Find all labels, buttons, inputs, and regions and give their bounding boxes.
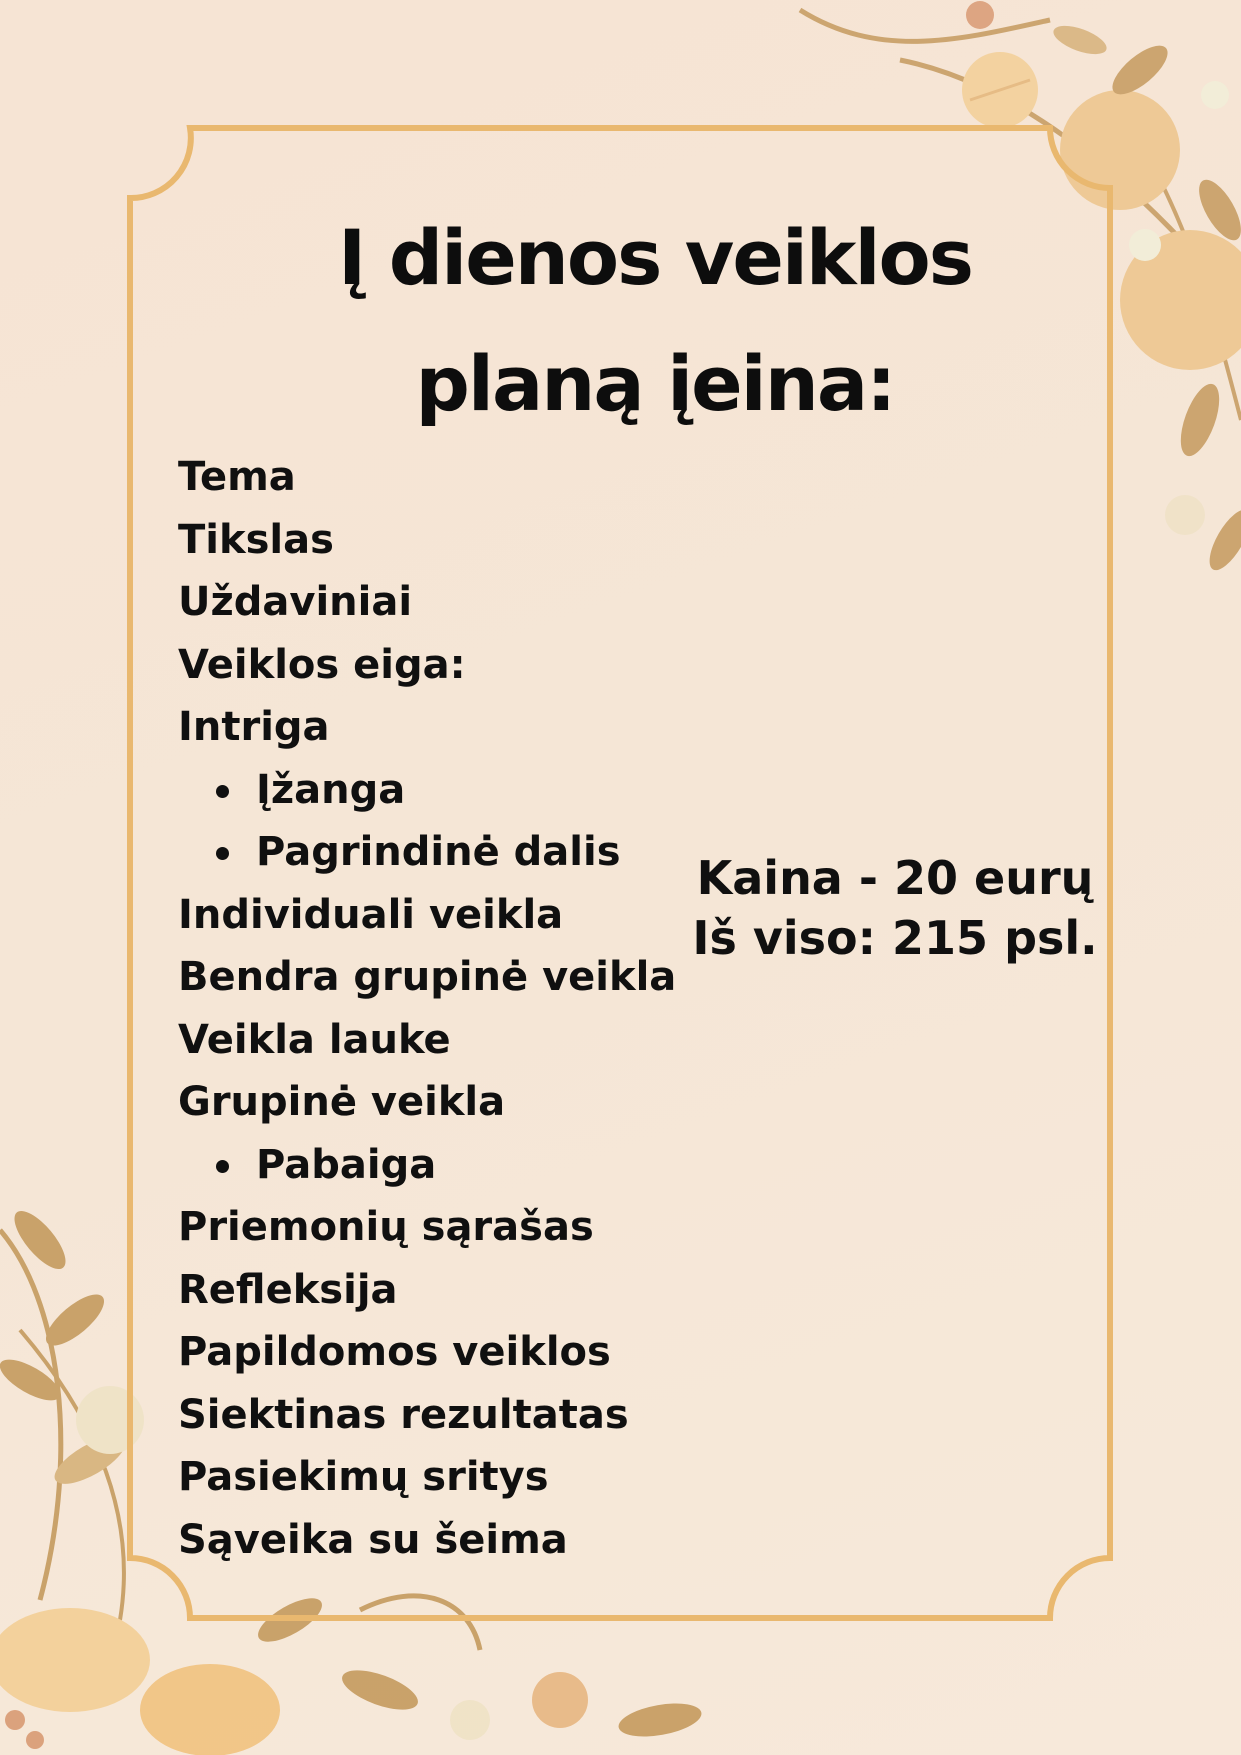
page-title: [200, 195, 1110, 447]
list-item: Veiklos eiga:: [178, 641, 466, 688]
list-item: Veikla lauke: [178, 1016, 451, 1063]
list-item: Priemonių sąrašas: [178, 1204, 594, 1250]
price-label: Kaina - 20 eurų: [696, 851, 1094, 905]
bullet-list-item: Pabaiga: [178, 1134, 676, 1197]
title-line-1: Į dienos veiklos: [338, 213, 972, 302]
list-item: Individuali veikla: [178, 891, 564, 938]
list-item: Uždaviniai: [178, 579, 413, 625]
price-info: [690, 848, 1100, 968]
list-item: Refleksija: [178, 1266, 398, 1313]
list-item: Bendra grupinė veikla: [178, 954, 677, 1000]
list-item: Tikslas: [178, 516, 334, 563]
list-item: Tema: [178, 454, 296, 500]
title-line-2: planą įeina:: [415, 339, 895, 428]
bullet-list-item: Pagrindinė dalis: [178, 821, 676, 884]
list-item: Intriga: [178, 704, 330, 750]
list-item: Papildomos veiklos: [178, 1329, 611, 1375]
bullet-list-item: Įžanga: [178, 759, 676, 822]
list-item: Sąveika su šeima: [178, 1516, 568, 1563]
list-item: Grupinė veikla: [178, 1079, 506, 1125]
content-list: [178, 446, 676, 1571]
list-item: Pasiekimų sritys: [178, 1454, 549, 1500]
list-item: Siektinas rezultatas: [178, 1391, 629, 1438]
page-count-label: Iš viso: 215 psl.: [692, 911, 1098, 965]
